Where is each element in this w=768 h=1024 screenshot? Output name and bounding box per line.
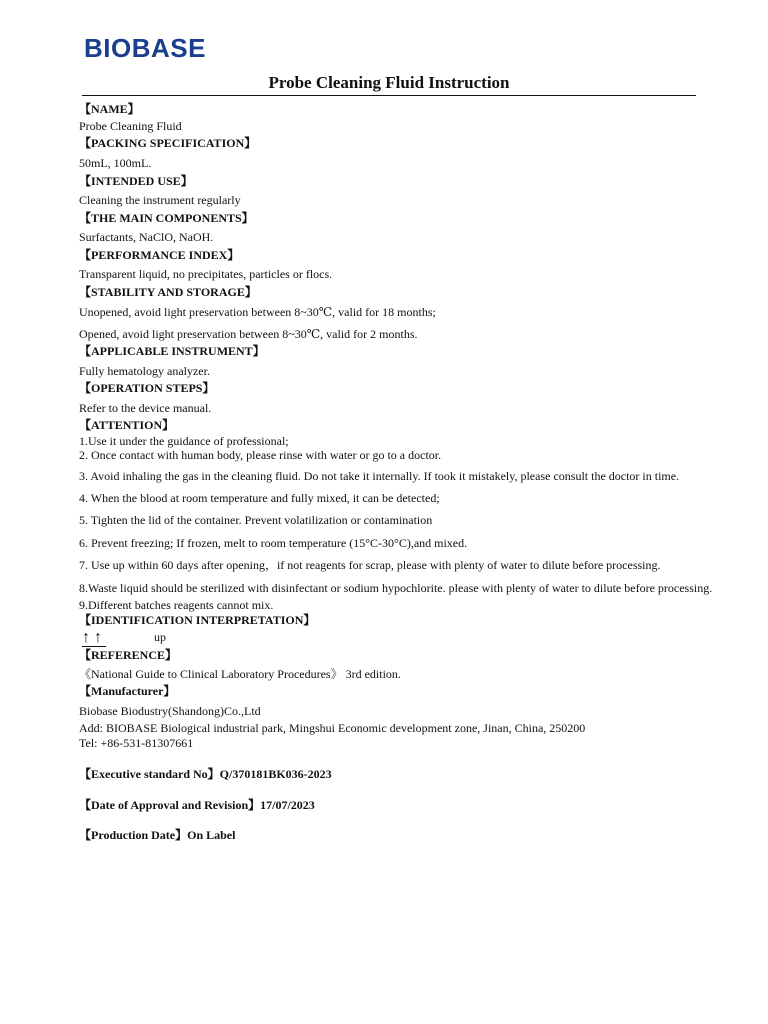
attention-item-3: 3. Avoid inhaling the gas in the cleaning fluid. Do not take it internally. If took it mistakely, please consult the doctor in time. bbox=[79, 469, 680, 483]
attention-item-6: 6. Prevent freezing; If frozen, melt to room temperature (15°C-30°C),and mixed. bbox=[79, 536, 468, 550]
operation-text: Refer to the device manual. bbox=[79, 401, 212, 415]
attention-item-5: 5. Tighten the lid of the container. Prevent volatilization or contamination bbox=[79, 513, 433, 527]
manufacturer-phone: Tel: +86-531-81307661 bbox=[79, 736, 194, 750]
attention-item-8: 8.Waste liquid should be sterilized with disinfectant or sodium hypochlorite. please with plenty of water to dilute before processing. bbox=[79, 581, 713, 595]
stability-text-2: Opened, avoid light preservation between 8~30℃, valid for 2 months. bbox=[79, 327, 418, 341]
identification-up-text: up bbox=[154, 630, 166, 644]
approval-date: 【Date of Approval and Revision】17/07/2023 bbox=[79, 798, 315, 812]
section-heading-name: 【NAME】 bbox=[79, 102, 140, 116]
reference-text: 《National Guide to Clinical Laboratory Procedures》 3rd edition. bbox=[79, 667, 401, 681]
executive-standard: 【Executive standard No】Q/370181BK036-2023 bbox=[79, 767, 332, 781]
name-text: Probe Cleaning Fluid bbox=[79, 119, 182, 133]
section-heading-operation: 【OPERATION STEPS】 bbox=[79, 381, 215, 395]
document-title: Probe Cleaning Fluid Instruction bbox=[82, 73, 696, 96]
stability-text-1: Unopened, avoid light preservation between 8~30℃, valid for 18 months; bbox=[79, 305, 436, 319]
section-heading-components: 【THE MAIN COMPONENTS】 bbox=[79, 211, 254, 225]
attention-item-7: 7. Use up within 60 days after opening，if not reagents for scrap, please with plenty of water to dilute before processing. bbox=[79, 558, 661, 572]
attention-item-9: 9.Different batches reagents cannot mix. bbox=[79, 598, 274, 612]
components-text: Surfactants, NaClO, NaOH. bbox=[79, 230, 214, 244]
section-heading-identification: 【IDENTIFICATION INTERPRETATION】 bbox=[79, 613, 316, 627]
section-heading-manufacturer: 【Manufacturer】 bbox=[79, 684, 176, 698]
production-date: 【Production Date】On Label bbox=[79, 828, 236, 842]
section-heading-performance: 【PERFORMANCE INDEX】 bbox=[79, 248, 240, 262]
section-heading-attention: 【ATTENTION】 bbox=[79, 418, 175, 432]
intended-use-text: Cleaning the instrument regularly bbox=[79, 193, 241, 207]
packing-text: 50mL, 100mL. bbox=[79, 156, 152, 170]
section-heading-stability: 【STABILITY AND STORAGE】 bbox=[79, 285, 257, 299]
up-arrows-symbol: ↑↑ bbox=[82, 629, 106, 646]
section-heading-intended-use: 【INTENDED USE】 bbox=[79, 174, 193, 188]
manufacturer-address: Add: BIOBASE Biological industrial park, Mingshui Economic development zone, Jinan, China, 250200 bbox=[79, 721, 586, 735]
performance-text: Transparent liquid, no precipitates, particles or flocs. bbox=[79, 267, 333, 281]
attention-item-2: 2. Once contact with human body, please rinse with water or go to a doctor. bbox=[79, 448, 442, 462]
manufacturer-name: Biobase Biodustry(Shandong)Co.,Ltd bbox=[79, 704, 261, 718]
section-heading-packing: 【PACKING SPECIFICATION】 bbox=[79, 136, 257, 150]
section-heading-instrument: 【APPLICABLE INSTRUMENT】 bbox=[79, 344, 265, 358]
attention-item-1: 1.Use it under the guidance of professional; bbox=[79, 434, 289, 448]
instrument-text: Fully hematology analyzer. bbox=[79, 364, 210, 378]
attention-item-4: 4. When the blood at room temperature and fully mixed, it can be detected; bbox=[79, 491, 440, 505]
section-heading-reference: 【REFERENCE】 bbox=[79, 648, 178, 662]
biobase-logo: BIOBASE bbox=[84, 33, 206, 63]
